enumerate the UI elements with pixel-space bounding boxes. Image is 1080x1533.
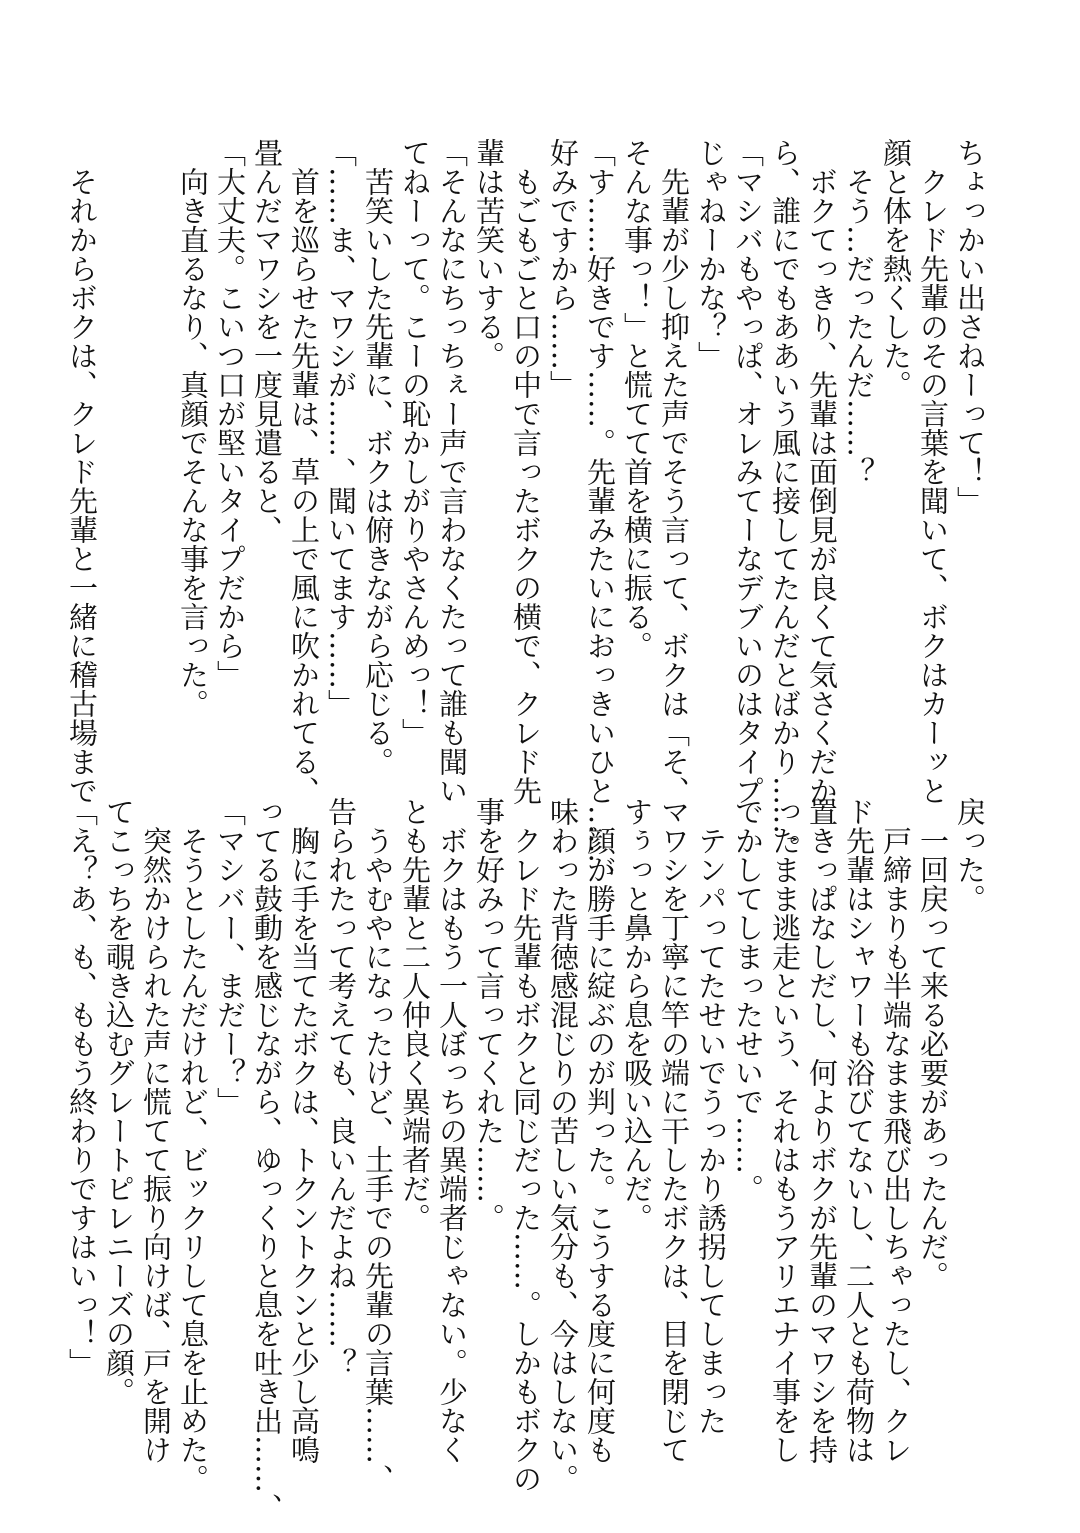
- text-line: ボクてっきり、先輩は面倒見が良くて気さくだか: [805, 138, 839, 805]
- text-line: 畳んだマワシを一度見遣ると、: [250, 138, 284, 544]
- text-block-bottom: [63, 797, 988, 1522]
- text-line: とも先輩と二人仲良く異端者だ。: [398, 797, 432, 1232]
- text-line: クレド先輩のその言葉を聞いて、ボクはカーッと: [916, 138, 950, 805]
- blank-line: [137, 138, 174, 718]
- text-line: ボクはもう一人ぼっちの異端者じゃない。少なく: [435, 797, 469, 1464]
- text-line: 「マシバー、まだー？」: [213, 797, 247, 1116]
- text-line: ったまま逃走という、それはもうアリエナイ事をし: [768, 797, 802, 1464]
- text-line: マワシを丁寧に竿の端に干したボクは、目を閉じて: [657, 797, 691, 1464]
- text-line: 事を好みって言ってくれた……。: [472, 797, 506, 1232]
- text-line: 「す……好きです……。先輩みたいにおっきいひと……、: [583, 138, 617, 892]
- text-line: クレド先輩もボクと同じだった……。しかもボクの: [509, 797, 543, 1493]
- text-line: 首を巡らせた先輩は、草の上で風に吹かれてる、: [287, 138, 321, 805]
- text-line: ド先輩はシャワーも浴びてないし、二人とも荷物は: [842, 797, 876, 1464]
- text-line: ら、誰にでもああいう風に接してたんだとばかり……。: [768, 138, 802, 863]
- text-line: もごもごと口の中で言ったボクの横で、クレド先: [509, 138, 543, 805]
- text-line: でかしてしまったせいで……。: [731, 797, 765, 1203]
- text-line: 顔と体を熱くした。: [879, 138, 913, 399]
- text-line: それからボクは、クレド先輩と一緒に稽古場まで: [65, 138, 99, 805]
- text-line: 味わった背徳感混じりの苦しい気分も、今はしない。: [546, 797, 580, 1493]
- text-line: 輩は苦笑いする。: [472, 138, 506, 370]
- text-line: 突然かけられた声に慌てて振り向けば、戸を開け: [139, 797, 173, 1464]
- text-line: 「……ま、マワシが……、聞いてます……」: [324, 138, 358, 718]
- text-line: 告られたって考えても、良いんだよね……？: [324, 797, 358, 1377]
- text-line: すぅっと鼻から息を吸い込んだ。: [620, 797, 654, 1232]
- text-line: 先輩が少し抑えた声でそう言って、ボクは「そ、: [657, 138, 691, 805]
- text-line: てこっちを覗き込むグレートピレニーズの顔。: [102, 797, 136, 1406]
- text-line: 苦笑いした先輩に、ボクは俯きながら応じる。: [361, 138, 395, 776]
- text-line: てねーって。こーの恥かしがりやさんめっ！」: [398, 138, 432, 747]
- text-line: 置きっぱなしだし、何よりボクが先輩のマワシを持: [805, 797, 839, 1464]
- text-line: ちょっかい出さねーって！」: [953, 138, 987, 515]
- text-line: テンパってたせいでうっかり誘拐してしまった: [694, 797, 728, 1435]
- text-line: そんな事っ！」と慌てて首を横に振る。: [620, 138, 654, 660]
- text-line: 好みですから……」: [546, 138, 580, 399]
- text-line: じゃねーかな？」: [694, 138, 728, 370]
- text-line: ってる鼓動を感じながら、ゆっくりと息を吐き出……、: [250, 797, 284, 1522]
- text-line: 「え？あ、も、ももう終わりですはいっ！」: [65, 797, 99, 1377]
- text-line: 戻った。: [953, 797, 987, 913]
- text-line: そう…だったんだ……？: [842, 138, 876, 486]
- text-line: 胸に手を当てたボクは、トクントクンと少し高鳴: [287, 797, 321, 1464]
- text-line: 戸締まりも半端なまま飛び出しちゃったし、クレ: [879, 797, 913, 1464]
- text-line: 顔が勝手に綻ぶのが判った。こうする度に何度も: [583, 797, 617, 1464]
- text-line: 向き直るなり、真顔でそんな事を言った。: [176, 138, 210, 718]
- text-line: 一回戻って来る必要があったんだ。: [916, 797, 950, 1290]
- text-line: うやむやになったけど、土手での先輩の言葉……、: [361, 797, 395, 1493]
- text-line: そうとしたんだけれど、ビックリして息を止めた。: [176, 797, 210, 1493]
- text-line: 「マシバもやっぱ、オレみてーなデブいのはタイプ: [731, 138, 765, 805]
- text-line: 「そんなにちっちぇー声で言わなくたって誰も聞い: [435, 138, 469, 805]
- blank-line: [100, 138, 137, 718]
- text-line: 「大丈夫。こいつ口が堅いタイプだから」: [213, 138, 247, 689]
